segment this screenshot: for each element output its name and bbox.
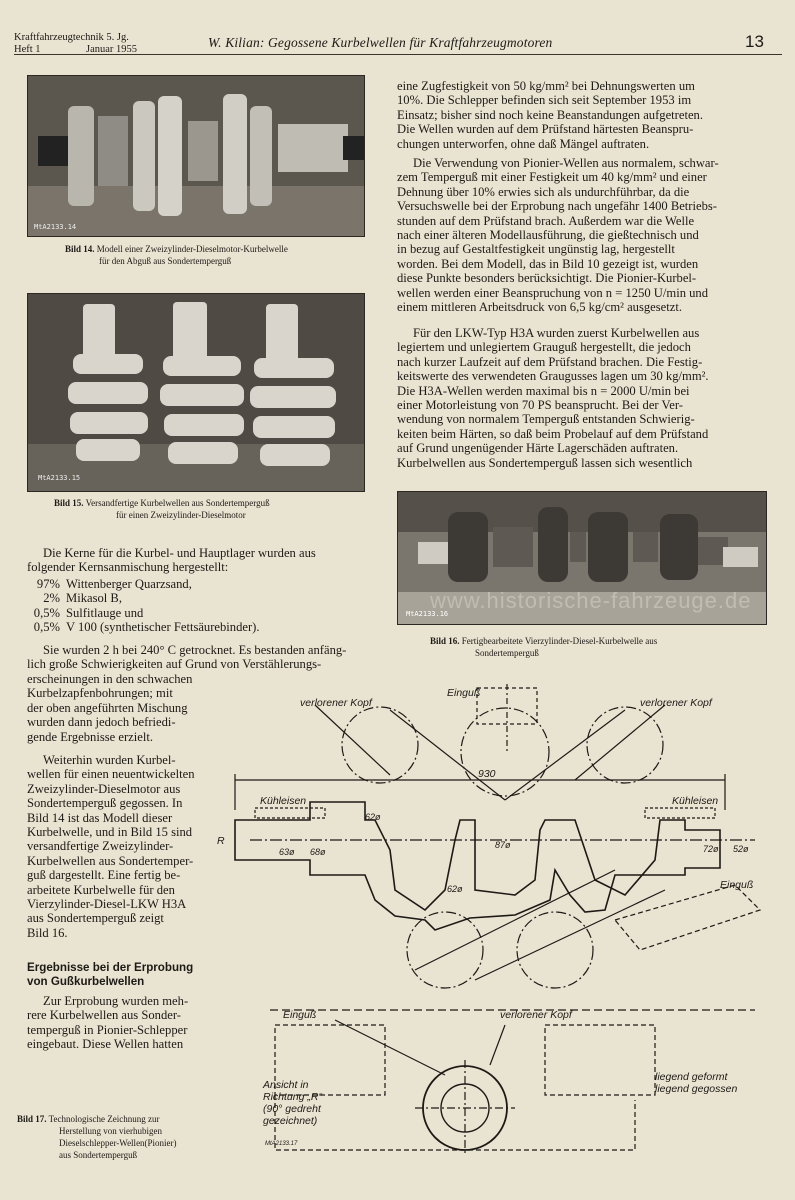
bild16-label: Bild 16. (430, 636, 460, 646)
p1-paragraph: eine Zugfestigkeit von 50 kg/mm² bei Dehnungswerten um 10%. Die Schlepper befinden sich seit September 1953 im Einsatz; bisher sind noch keine Beanstandungen aufgetreten. Die Wellen wurden auf dem Prüfstand härtesten Beanspru- chungen unterworfen, ohne daß Mängel auftraten. (397, 79, 704, 151)
bild15-stamp: MtA2133.15 (38, 474, 81, 482)
p3-paragraph: Für den LKW-Typ H3A wurden zuerst Kurbelwellen aus legiertem und unlegiertem Grauguß hergestellt, die jedoch nach kurzer Laufzeit auf dem Prüfstand brachen. Die Festig- keitswerte des verwendeten Graugusses lagen um 30 kg/mm². Die H3A-Wellen werden maximal bis n = 2000 U/min bei einer Motorleistung von 70 PS beansprucht. Bei der Ver- wendung von normalem Temperguß entstanden Schwierig- keiten beim Härten, so daß beim Probelauf auf dem Prüfstand auf Grund ungenügender Härte Lagerschäden auftraten. Kurbelwellen aus Sondertemperguß lassen sich wesentlich (397, 326, 709, 470)
kerne-line-0: Die Kerne für die Kurbel- und Hauptlager wurden aus (43, 546, 316, 560)
header-rule (14, 54, 782, 55)
p2-paragraph: Die Verwendung von Pionier-Wellen aus normalem, schwar- zem Temperguß mit einer Festigkeit um 40 kg/mm² und einer Dehnung über 10% erwies sich als undurchführbar, da die Versuchswelle bei der Erprobung nach ungefähr 1400 Betriebs- stunden auf dem Prüfstand brach. Außerdem war die Welle nach einer älteren Modellausführung, die gießtechnisch und in bezug auf Gestaltfestigkeit ungünstig lag, hergestellt worden. Bei dem Modell, das in Bild 10 gezeigt ist, wurden diese Punkte besonders berücksichtigt. Die Pionier-Kurbel- wellen werden einer Beanspruchung von n = 1250 U/min und einem mittleren Arbeitsdruck von 6,5 kg/cm² ausgesetzt. (397, 156, 719, 315)
drawing-label-einguss-bottom: Einguß (283, 1009, 317, 1021)
bild15-label: Bild 15. (54, 498, 84, 508)
drawing-label-d62a: 62ø (365, 812, 381, 822)
bild17-stamp: MtA2133.17 (265, 1141, 298, 1147)
page-number: 13 (745, 32, 764, 51)
weiterhin-paragraph: Weiterhin wurden Kurbel- wellen für einen neuentwickelten Zweizylinder-Dieselmotor aus Sondertemperguß gegossen. In Bild 14 ist das Modell dieser Kurbelwelle, und in Bild 15 sind versandfertige Zweizylinder- Kurbelwellen aus Sondertemper- guß dargestellt. Eine fertig be- arbeitete Kurbelwelle für den Vierzylinder-Diesel-LKW H3A aus Sondertemperguß zeigt Bild 16. (27, 753, 195, 940)
bild16-stamp: MtA2133.16 (406, 610, 449, 618)
bild14-caption-line2: für den Abguß aus Sondertemperguß (99, 256, 232, 266)
issue-date: Januar 1955 (86, 44, 138, 55)
drawing-label-d62b: 62ø (447, 884, 463, 894)
drawing-label-liegend-1: liegend geformt (655, 1071, 728, 1083)
issue-number: Heft 1 (14, 44, 41, 55)
watermark: www.historische-fahrzeuge.de (430, 588, 752, 613)
bild15-caption-line2: für einen Zweizylinder-Dieselmotor (116, 510, 246, 520)
bild17-caption: Bild 17. Technologische Zeichnung zur Herstellung von vierhubigen Dieselschlepper-Wellen(Pionier) aus Sondertemperguß (17, 1114, 177, 1160)
drawing-label-d72: 72ø (703, 844, 719, 854)
bild17-label: Bild 17. (17, 1114, 47, 1124)
trocken-paragraph-narrow: erscheinungen in den schwachen Kurbelzapfenbohrungen; mit der oben angeführten Mischung wurden dann jedoch befriedi- gende Ergebnisse erzielt. (27, 672, 193, 744)
kerne-line-1: folgender Kernsanmischung hergestellt: (27, 560, 229, 575)
drawing-label-ansicht-2: Richtung „R“ (263, 1091, 322, 1103)
mixture-item: 0,5% V 100 (synthetischer Fettsäurebinder). (33, 620, 260, 635)
bild14-caption (65, 243, 365, 267)
sand-mixture-list (0, 577, 380, 635)
bild16-caption: Bild 16. Fertigbearbeitete Vierzylinder-Diesel-Kurbelwelle aus Sondertemperguß (430, 636, 658, 658)
bild17-drawing (215, 680, 775, 1160)
drawing-label-d52: 52ø (733, 844, 749, 854)
drawing-label-d68: 68ø (310, 847, 326, 857)
drawing-label-kuehleisen-left: Kühleisen (260, 795, 307, 807)
trocken-paragraph: Sie wurden 2 h bei 240° C getrocknet. Es bestanden anfäng- lich große Schwierigkeiten auf Grund von Verstählerungs- (27, 643, 347, 672)
drawing-label-d87: 87ø (495, 840, 511, 850)
drawing-label-einguss-right: Einguß (720, 879, 754, 891)
mixture-item: 0,5% Sulfitlauge und (33, 605, 144, 620)
drawing-label-kopf-bottom: verlorener Kopf (500, 1009, 572, 1021)
drawing-label-d63: 63ø (279, 847, 295, 857)
drawing-label-liegend-2: liegend gegossen (655, 1083, 738, 1095)
bild15-photo (27, 293, 365, 492)
mixture-item: 2% Mikasol B, (43, 591, 122, 606)
journal-name: Kraftfahrzeugtechnik 5. Jg. (14, 32, 129, 43)
drawing-label-kuehleisen-right: Kühleisen (672, 795, 719, 807)
bild14-stamp: MtA2133.14 (34, 223, 77, 231)
mixture-item: 97% Wittenberger Quarzsand, (36, 577, 192, 591)
bild14-photo (27, 75, 365, 237)
kerne-paragraph (27, 546, 377, 575)
drawing-label-kopf-left: verlorener Kopf (300, 697, 372, 709)
journal-header (14, 32, 137, 56)
bild15-caption-line1: Versandfertige Kurbelwellen aus Sondertemperguß (85, 498, 270, 508)
drawing-label-ansicht-4: gezeichnet) (263, 1115, 318, 1127)
drawing-label-einguss-top: Einguß (447, 687, 481, 699)
drawing-label-ansicht-3: (90° gedreht (263, 1103, 321, 1115)
drawing-label-kopf-right: verlorener Kopf (640, 697, 712, 709)
bild14-label: Bild 14. (65, 244, 95, 254)
section-heading: Ergebnisse bei der Erprobung von Gußkurbelwellen (27, 961, 194, 988)
erprobung-paragraph: Zur Erprobung wurden meh- rere Kurbelwellen aus Sonder- temperguß in Pionier-Schlepper eingebaut. Diese Wellen hatten (27, 994, 189, 1052)
bild14-caption-line1: Modell einer Zweizylinder-Dieselmotor-Kurbelwelle (96, 244, 288, 254)
drawing-label-dim-930: 930 (478, 768, 496, 780)
drawing-label-ansicht-1: Ansicht in (263, 1079, 309, 1091)
bild15-caption (54, 497, 364, 521)
running-title: W. Kilian: Gegossene Kurbelwellen für Kraftfahrzeugmotoren (208, 35, 553, 50)
drawing-label-r: R (217, 835, 225, 847)
